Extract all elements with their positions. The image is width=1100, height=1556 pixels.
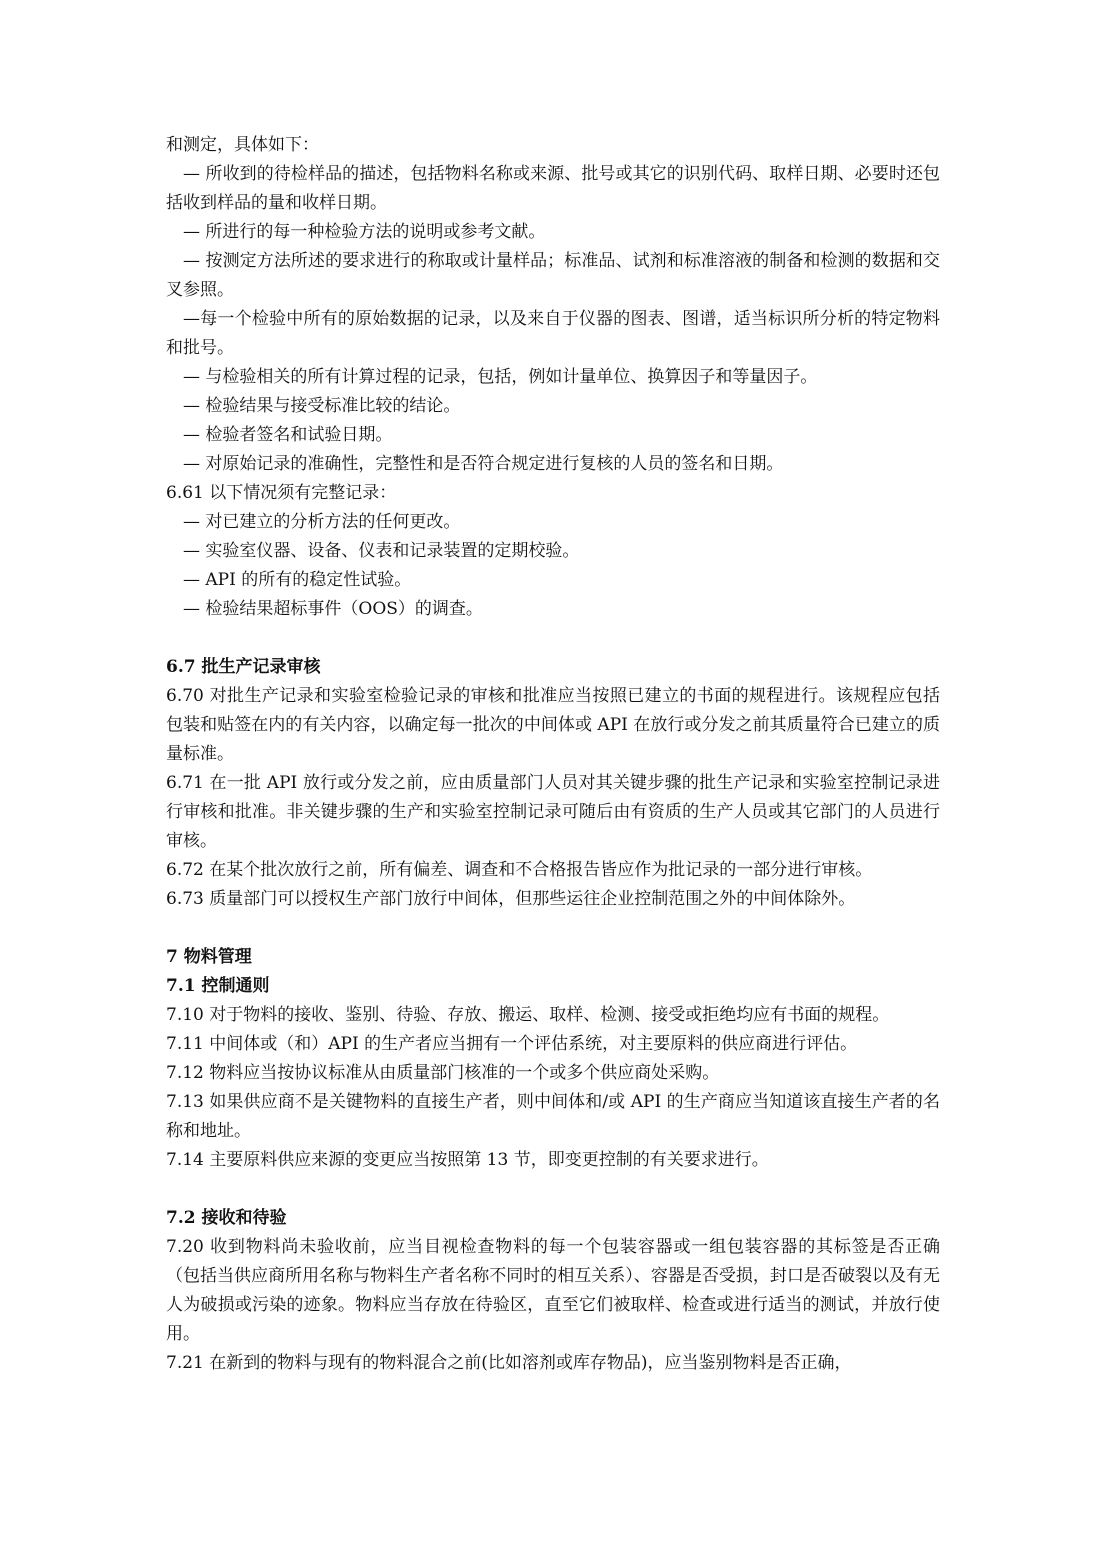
clause-721: 7.21 在新到的物料与现有的物料混合之前(比如溶剂或库存物品)，应当鉴别物料是否正确， [166, 1353, 852, 1373]
clause-713: 7.13 如果供应商不是关键物料的直接生产者，则中间体和/或 API 的生产商应当知道该直接生产者的名称和地址。 [166, 1092, 940, 1141]
heading-6-7: 6.7 批生产记录审核 [166, 657, 321, 677]
heading-7-2: 7.2 接收和待验 [166, 1208, 287, 1228]
clause-672: 6.72 在某个批次放行之前，所有偏差、调查和不合格报告皆应作为批记录的一部分进行审核。 [166, 860, 873, 880]
list-item: —每一个检验中所有的原始数据的记录，以及来自于仪器的图表、图谱，适当标识所分析的特定物料和批号。 [166, 309, 940, 358]
clause-670: 6.70 对批生产记录和实验室检验记录的审核和批准应当按照已建立的书面的规程进行。该规程应包括包装和贴签在内的有关内容，以确定每一批次的中间体或 API 在放行或分发之前其质量符合已建立的质量标准。 [166, 686, 940, 764]
clause-661: 6.61 以下情况须有完整记录： [166, 483, 397, 503]
list-item: — 检验结果与接受标准比较的结论。 [183, 396, 461, 416]
list-item: — API 的所有的稳定性试验。 [183, 570, 412, 590]
clause-673: 6.73 质量部门可以授权生产部门放行中间体，但那些运往企业控制范围之外的中间体除外。 [166, 889, 856, 909]
spacer [166, 1175, 940, 1204]
spacer [166, 914, 940, 943]
list-item: — 实验室仪器、设备、仪表和记录装置的定期校验。 [183, 541, 580, 561]
list-item: — 所收到的待检样品的描述，包括物料名称或来源、批号或其它的识别代码、取样日期、必要时还包括收到样品的量和收样日期。 [166, 164, 940, 213]
section-lead: 和测定，具体如下： [166, 135, 319, 155]
spacer [166, 624, 940, 653]
list-item: — 与检验相关的所有计算过程的记录，包括，例如计量单位、换算因子和等量因子。 [183, 367, 818, 387]
list-item: — 对原始记录的准确性，完整性和是否符合规定进行复核的人员的签名和日期。 [183, 454, 784, 474]
clause-720: 7.20 收到物料尚未验收前，应当目视检查物料的每一个包装容器或一组包装容器的其标签是否正确（包括当供应商所用名称与物料生产者名称不同时的相互关系）、容器是否受损，封口是否破裂以及有无人为破损或污染的迹象。物料应当存放在待验区，直至它们被取样、检查或进行适当的测试，并放行使用。 [166, 1237, 940, 1344]
clause-710: 7.10 对于物料的接收、鉴别、待验、存放、搬运、取样、检测、接受或拒绝均应有书面的规程。 [166, 1005, 890, 1025]
document-page [166, 131, 940, 1378]
clause-712: 7.12 物料应当按协议标准从由质量部门核准的一个或多个供应商处采购。 [166, 1063, 720, 1083]
clause-714: 7.14 主要原料供应来源的变更应当按照第 13 节，即变更控制的有关要求进行。 [166, 1150, 769, 1170]
list-item: — 所进行的每一种检验方法的说明或参考文献。 [183, 222, 546, 242]
list-item: — 对已建立的分析方法的任何更改。 [183, 512, 461, 532]
list-item: — 检验者签名和试验日期。 [183, 425, 393, 445]
list-item: — 检验结果超标事件（OOS）的调查。 [183, 599, 483, 619]
clause-671: 6.71 在一批 API 放行或分发之前，应由质量部门人员对其关键步骤的批生产记录和实验室控制记录进行审核和批准。非关键步骤的生产和实验室控制记录可随后由有资质的生产人员或其它部门的人员进行审核。 [166, 773, 940, 851]
list-item: — 按测定方法所述的要求进行的称取或计量样品；标准品、试剂和标准溶液的制备和检测的数据和交叉参照。 [166, 251, 940, 300]
clause-711: 7.11 中间体或（和）API 的生产者应当拥有一个评估系统，对主要原料的供应商进行评估。 [166, 1034, 858, 1054]
heading-7: 7 物料管理 [166, 947, 252, 967]
heading-7-1: 7.1 控制通则 [166, 976, 270, 996]
